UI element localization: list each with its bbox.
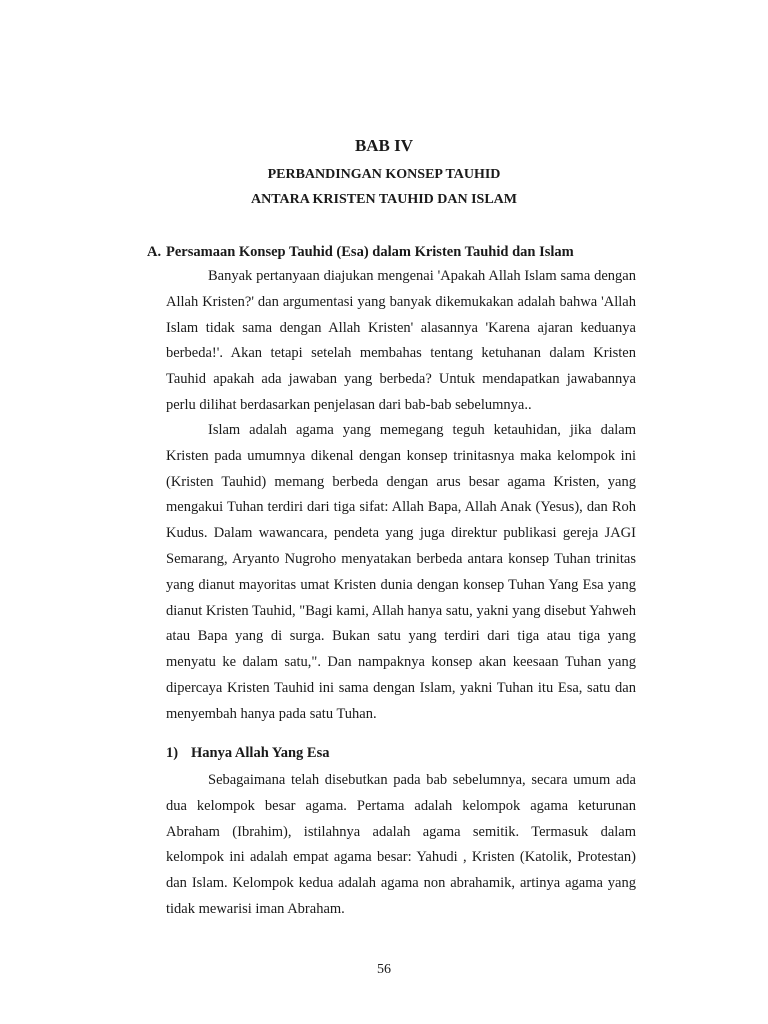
chapter-subtitle-line2: ANTARA KRISTEN TAUHID DAN ISLAM [250,192,518,207]
section-a-paragraph-1: Banyak pertanyaan diajukan mengenai 'Apakah Allah Islam sama dengan Allah Kristen?' dan argumentasi yang banyak dikemukakan adalah bahwa 'Allah Islam tidak sama dengan Allah Kristen' alasannya 'Karena ajaran keduanya berbeda!'. Akan tetapi setelah membahas tentang ketuhanan dalam Kristen Tauhid apakah ada jawaban yang berbeda? Untuk mendapatkan jawabannya perlu dilihat berdasarkan penjelasan dari bab-bab sebelumnya.. [166,268,636,413]
subsection-1-number: 1) [166,745,179,761]
section-a-letter: A. [147,244,162,260]
subsection-1-heading [166,745,329,762]
chapter-subtitle-line1: PERBANDINGAN KONSEP TAUHID [267,167,501,182]
section-a-heading [147,244,574,261]
section-a-paragraph-2: Islam adalah agama yang memegang teguh ketauhidan, jika dalam Kristen pada umumnya dikenal dengan konsep trinitasnya maka kelompok ini (Kristen Tauhid) memang berbeda dengan arus besar agama Kristen, yang mengakui Tuhan terdiri dari tiga sifat: Allah Bapa, Allah Anak (Yesus), dan Roh Kudus. Dalam wawancara, pendeta yang juga direktur publikasi gereja JAGI Semarang, Aryanto Nugroho menyatakan berbeda antara konsep Tuhan trinitas yang dianut mayoritas umat Kristen dunia dengan konsep Tuhan Yang Esa yang dianut Kristen Tauhid, "Bagi kami, Allah hanya satu, yakni yang disebut Yahweh atau Bapa yang di surga. Bukan satu yang terdiri dari tiga atau tiga yang menyatu ke dalam satu,". Dan nampaknya konsep akan keesaan Tuhan yang dipercaya Kristen Tauhid ini sama dengan Islam, yakni Tuhan itu Esa, satu dan menyembah hanya pada satu Tuhan. [166,422,636,722]
subsection-1-paragraph: Sebagaimana telah disebutkan pada bab sebelumnya, secara umum ada dua kelompok besar agama. Pertama adalah kelompok agama keturunan Abraham (Ibrahim), istilahnya adalah agama semitik. Termasuk dalam kelompok ini adalah empat agama besar: Yahudi , Kristen (Katolik, Protestan) dan Islam. Kelompok kedua adalah agama non abrahamik, artinya agama yang tidak mewarisi iman Abraham. [166,772,636,917]
chapter-title: BAB IV [354,136,414,155]
page-number: 56 [377,962,391,977]
section-a-heading-text: Persamaan Konsep Tauhid (Esa) dalam Kristen Tauhid dan Islam [166,244,574,260]
subsection-1-heading-text: Hanya Allah Yang Esa [191,745,330,761]
